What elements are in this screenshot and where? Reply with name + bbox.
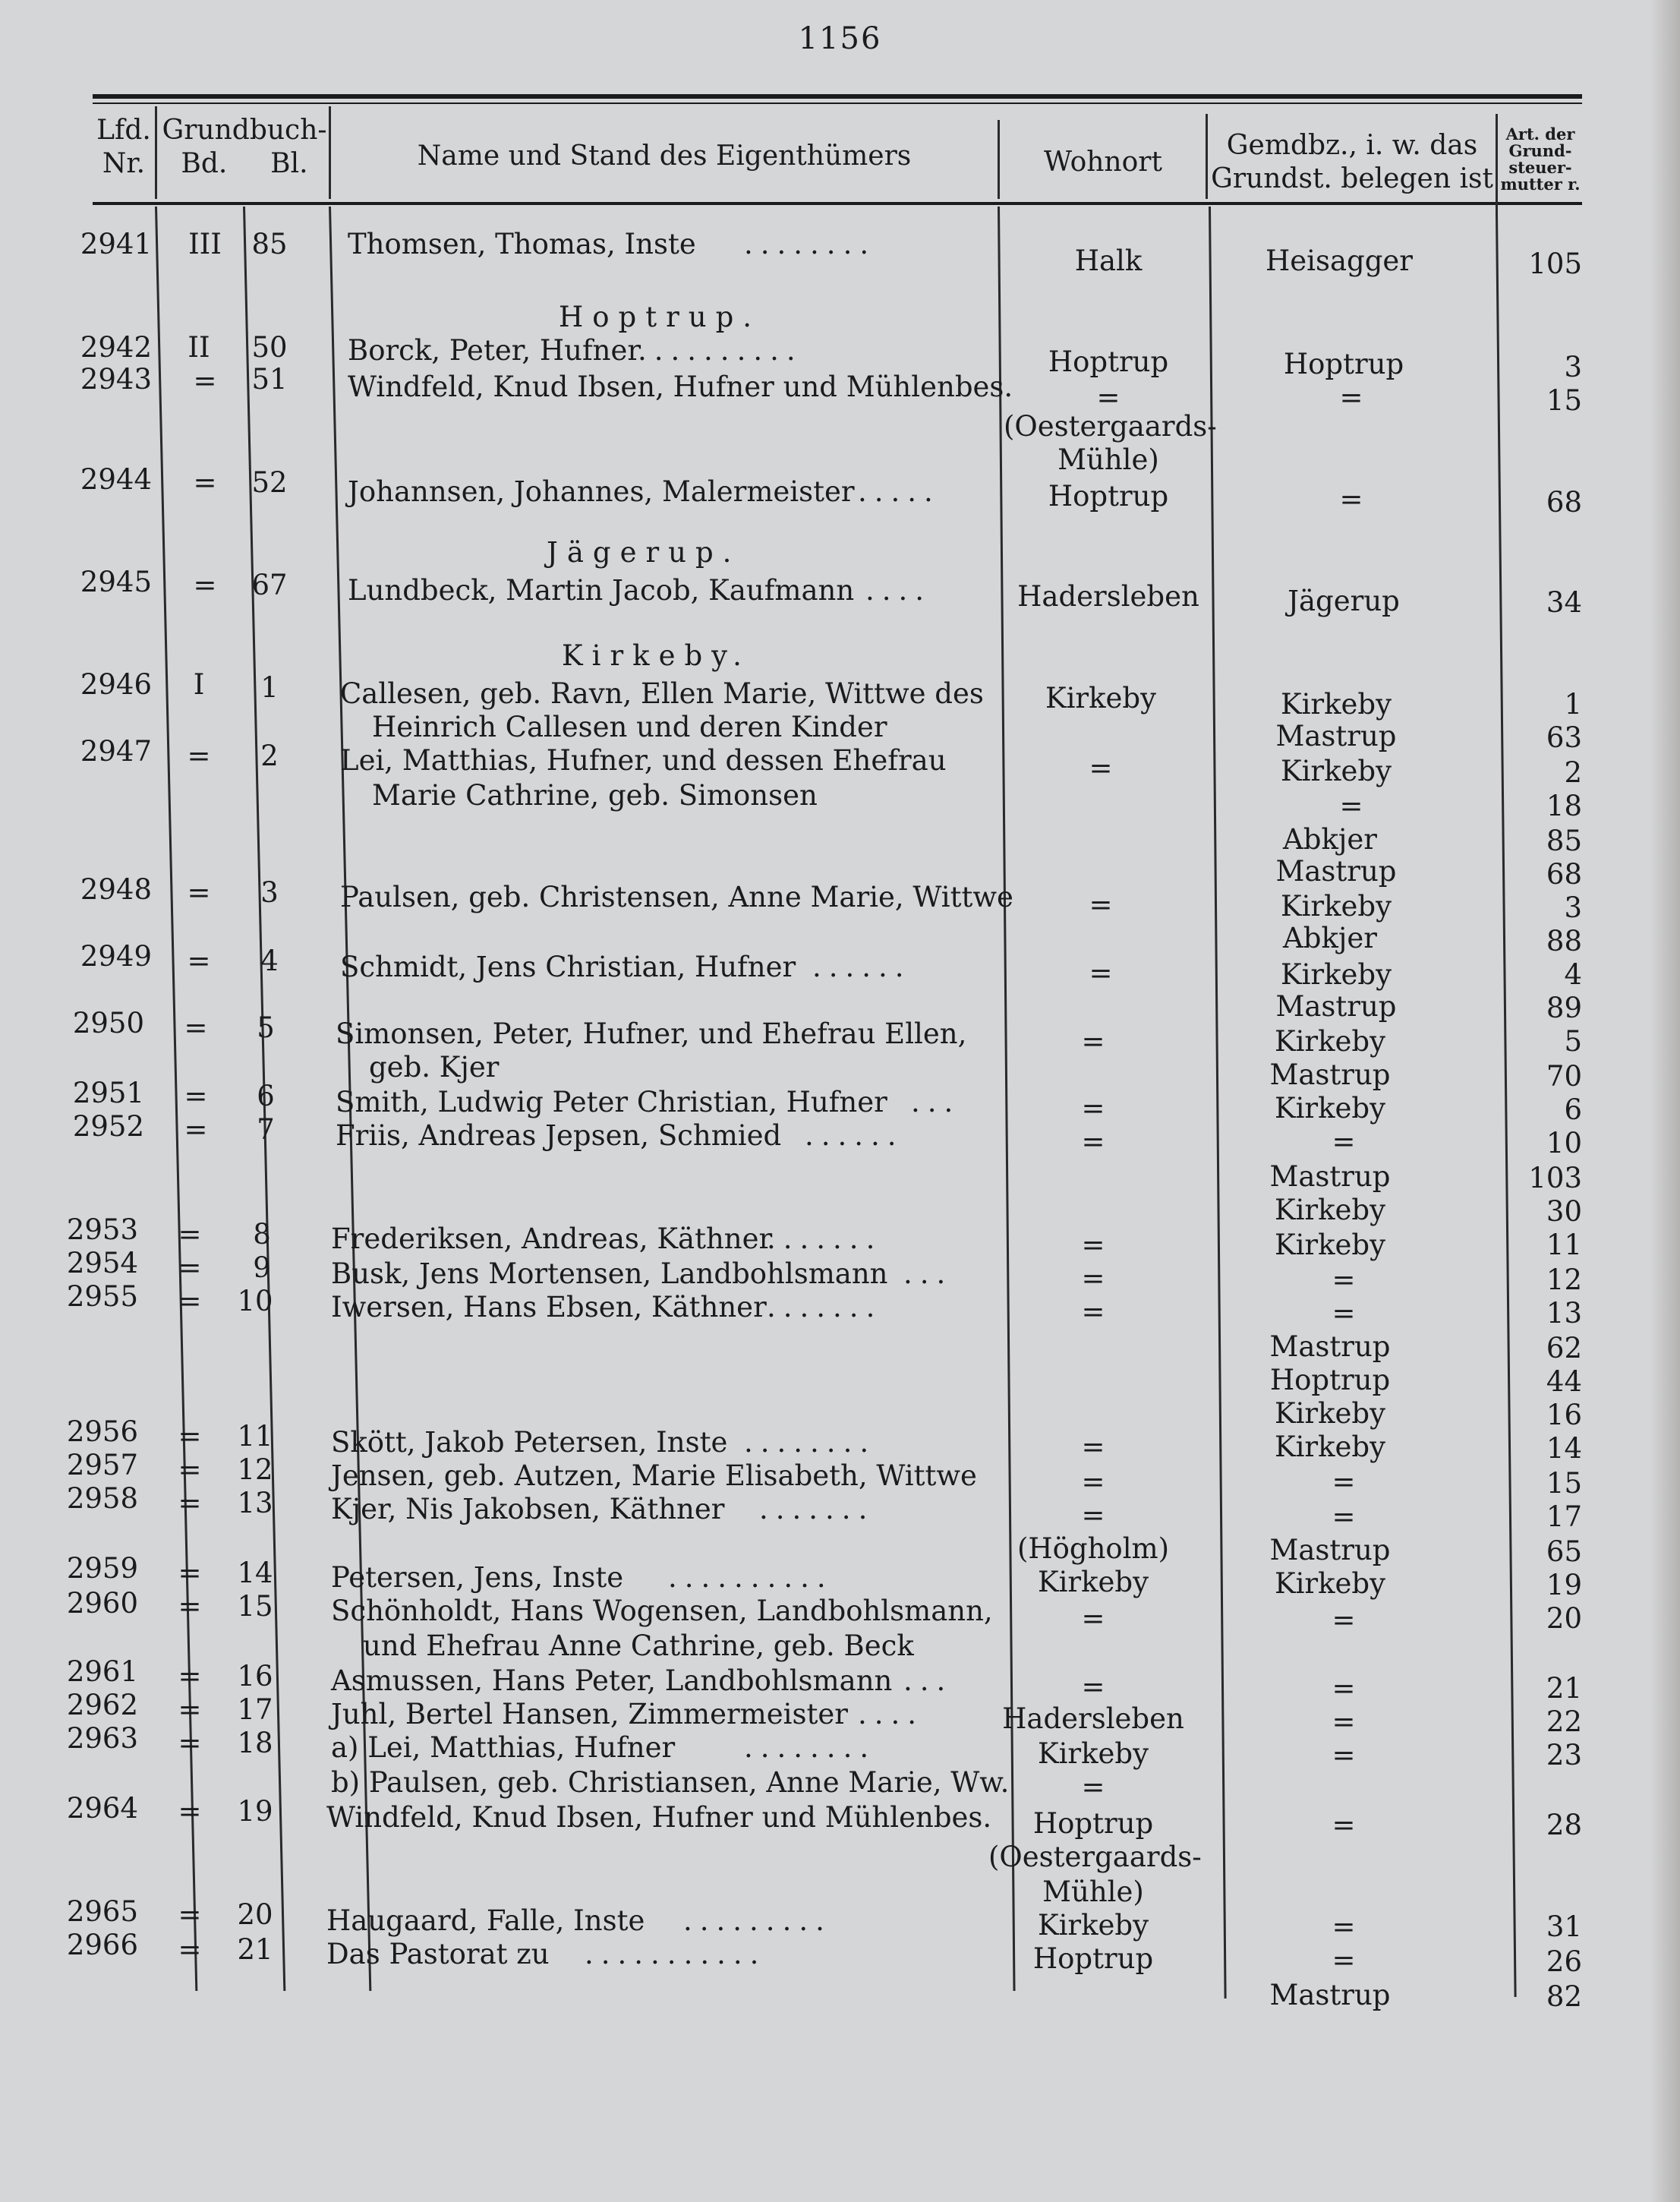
tax-article: 62 [1546, 1332, 1582, 1364]
header-lfd-line2: Nr. [102, 148, 146, 179]
parish-location: = [1339, 790, 1363, 822]
tax-article: 26 [1546, 1945, 1582, 1978]
band-volume: = [187, 945, 211, 977]
residence: Hoptrup [1032, 1807, 1154, 1840]
leader-dots: ... [903, 1664, 953, 1697]
tax-article: 18 [1546, 790, 1582, 822]
tax-article: 88 [1546, 925, 1582, 957]
leader-dots: ......... [683, 1904, 832, 1937]
leader-dots: ........ [744, 1731, 877, 1764]
band-volume: = [178, 1795, 202, 1828]
parish-location: Heisagger [1266, 244, 1413, 277]
owner-name: Smith, Ludwig Peter Christian, Hufner [336, 1086, 887, 1118]
sheet-number: 52 [251, 466, 288, 499]
header-gemeinde-line2: Grundst. belegen ist [1211, 163, 1493, 194]
header-lfd-line1: Lfd. [96, 115, 151, 146]
owner-name: Heinrich Callesen und deren Kinder [372, 711, 887, 743]
header-gemeinde-line1: Gemdbz., i. w. das [1226, 130, 1478, 161]
residence: = [1089, 888, 1113, 921]
entry-number: 2958 [66, 1482, 138, 1515]
section-jaegerup: Jägerup. [547, 536, 741, 569]
band-volume: = [178, 1420, 202, 1453]
band-volume: = [193, 466, 217, 499]
tax-article: 6 [1564, 1093, 1582, 1126]
parish-location: Kirkeby [1280, 688, 1392, 721]
sheet-number: 20 [237, 1898, 273, 1931]
entry-number: 2959 [66, 1552, 138, 1585]
parish-location: Mastrup [1269, 1330, 1391, 1363]
sheet-number: 3 [260, 876, 279, 909]
sheet-number: 14 [237, 1557, 273, 1589]
residence: (Högholm) [1017, 1532, 1170, 1565]
band-volume: III [188, 228, 222, 260]
parish-location: Hoptrup [1283, 348, 1404, 380]
parish-location: Mastrup [1275, 990, 1397, 1023]
residence: = [1081, 1465, 1105, 1498]
parish-location: = [1332, 1297, 1356, 1330]
tax-article: 3 [1564, 891, 1582, 924]
parish-location: Mastrup [1269, 1160, 1391, 1193]
residence: = [1081, 1025, 1105, 1058]
parish-location: = [1332, 1705, 1356, 1738]
band-volume: = [178, 1933, 202, 1966]
residence: Hoptrup [1048, 345, 1169, 378]
leader-dots: ........ [744, 228, 877, 260]
section-kirkeby: Kirkeby. [562, 639, 751, 672]
owner-name: Juhl, Bertel Hansen, Zimmermeister [331, 1698, 848, 1730]
band-volume: = [178, 1557, 202, 1589]
tax-article: 65 [1546, 1535, 1582, 1568]
leader-dots: .... [865, 574, 932, 607]
sheet-number: 17 [237, 1693, 273, 1726]
owner-name: geb. Kjer [369, 1051, 500, 1084]
col-line-gemeinde [1496, 213, 1517, 1997]
entry-number: 2944 [80, 463, 152, 496]
leader-dots: ....... [767, 1222, 883, 1255]
owner-name: Marie Cathrine, geb. Simonsen [372, 779, 818, 812]
tax-article: 11 [1546, 1229, 1582, 1261]
entry-number: 2943 [80, 363, 152, 396]
tax-article: 1 [1564, 688, 1582, 721]
band-volume: = [184, 1080, 208, 1112]
residence: = [1081, 1125, 1105, 1158]
sheet-number: 13 [237, 1487, 273, 1519]
parish-location: Kirkeby [1274, 1092, 1386, 1125]
sheet-number: 5 [257, 1011, 275, 1044]
residence: Mühle) [1042, 1875, 1144, 1908]
tax-article: 13 [1546, 1297, 1582, 1330]
parish-location: Abkjer [1283, 823, 1377, 856]
sheet-number: 11 [237, 1420, 273, 1453]
sheet-number: 85 [251, 228, 288, 260]
tax-article: 89 [1546, 992, 1582, 1024]
sheet-number: 9 [253, 1251, 271, 1284]
band-volume: = [193, 569, 217, 601]
tax-article: 20 [1546, 1602, 1582, 1635]
top-rule-thin [93, 103, 1582, 104]
leader-dots: ...... [805, 1119, 904, 1152]
page-number: 1156 [798, 21, 882, 56]
tax-article: 85 [1546, 825, 1582, 857]
owner-name: Windfeld, Knud Ibsen, Hufner und Mühlenbes. [348, 371, 1013, 403]
parish-location: Kirkeby [1274, 1567, 1386, 1600]
header-grundbuch-title: Grundbuch- [162, 115, 327, 146]
section-hoptrup: Hoptrup. [559, 301, 761, 333]
owner-name: Haugaard, Falle, Inste [326, 1904, 645, 1937]
entry-number: 2962 [66, 1689, 138, 1721]
header-name: Name und Stand des Eigenthümers [417, 140, 912, 172]
entry-number: 2951 [72, 1077, 144, 1109]
residence: = [1089, 752, 1113, 784]
band-volume: = [178, 1590, 202, 1623]
sheet-number: 51 [251, 363, 288, 396]
parish-location: Kirkeby [1274, 1229, 1386, 1261]
owner-name: Skött, Jakob Petersen, Inste [331, 1426, 728, 1459]
entry-number: 2947 [80, 735, 152, 768]
owner-name: Paulsen, geb. Christensen, Anne Marie, Wittwe [340, 881, 1013, 913]
entry-number: 2949 [80, 940, 152, 973]
leader-dots: .... [858, 1698, 925, 1730]
band-volume: = [178, 1251, 202, 1284]
parish-location: Kirkeby [1280, 958, 1392, 991]
residence: Kirkeby [1037, 1566, 1149, 1598]
owner-name: Kjer, Nis Jakobsen, Käthner [331, 1493, 725, 1525]
header-bd: Bd. [181, 148, 228, 179]
residence: = [1081, 1602, 1105, 1635]
residence: (Oestergaards- [988, 1841, 1202, 1873]
residence: = [1081, 1262, 1105, 1295]
entry-number: 2954 [66, 1247, 138, 1279]
residence: Kirkeby [1045, 682, 1157, 715]
parish-location: Kirkeby [1274, 1431, 1386, 1463]
header-bottom-rule [93, 202, 1582, 205]
sheet-number: 10 [237, 1285, 273, 1317]
tax-article: 5 [1564, 1025, 1582, 1058]
leader-dots: ........... [585, 1938, 767, 1970]
owner-name: Borck, Peter, Hufner [348, 334, 641, 367]
residence: = [1096, 381, 1121, 414]
residence: (Oestergaards- [1004, 410, 1217, 443]
residence: Halk [1074, 244, 1143, 277]
residence: Hoptrup [1032, 1942, 1154, 1975]
sheet-number: 16 [237, 1660, 273, 1693]
entry-number: 2964 [66, 1792, 138, 1825]
residence: = [1081, 1092, 1105, 1125]
entry-number: 2961 [66, 1655, 138, 1688]
tax-article: 4 [1564, 958, 1582, 991]
residence: = [1081, 1431, 1105, 1463]
tax-article: 22 [1546, 1705, 1582, 1738]
owner-name: Friis, Andreas Jepsen, Schmied [336, 1119, 782, 1152]
residence: Hadersleben [1017, 580, 1199, 613]
band-volume: = [184, 1113, 208, 1146]
tax-article: 70 [1546, 1060, 1582, 1093]
residence: = [1089, 957, 1113, 989]
tax-article: 2 [1564, 756, 1582, 789]
sheet-number: 50 [251, 331, 288, 364]
leader-dots: ....... [759, 1493, 875, 1525]
entry-number: 2966 [66, 1929, 138, 1961]
parish-location: = [1332, 1944, 1356, 1976]
header-gemeinde [1209, 129, 1496, 196]
parish-location: = [1332, 1809, 1356, 1841]
entry-number: 2950 [72, 1007, 144, 1039]
band-volume: = [178, 1487, 202, 1519]
header-artikel-line2: Grund- [1508, 141, 1572, 160]
parish-location: Kirkeby [1274, 1397, 1386, 1430]
band-volume: = [178, 1453, 202, 1486]
tax-article: 15 [1546, 384, 1582, 417]
parish-location: = [1339, 381, 1363, 414]
header-artikel-line4: mutter r. [1500, 175, 1581, 194]
parish-location: Kirkeby [1280, 890, 1392, 923]
owner-name: Johannsen, Johannes, Malermeister [348, 475, 855, 508]
owner-name: Callesen, geb. Ravn, Ellen Marie, Wittwe des [340, 677, 984, 710]
header-grundbuch-sub [159, 147, 329, 181]
owner-name: Simonsen, Peter, Hufner, und Ehefrau Ellen, [336, 1017, 967, 1050]
leader-dots: ........ [744, 1426, 877, 1459]
tax-article: 68 [1546, 486, 1582, 519]
tax-article: 34 [1546, 586, 1582, 619]
parish-location: = [1332, 1739, 1356, 1771]
residence: Mühle) [1057, 443, 1159, 476]
sheet-number: 12 [237, 1453, 273, 1486]
sheet-number: 18 [237, 1727, 273, 1759]
owner-name: Frederiksen, Andreas, Käthner [331, 1222, 773, 1255]
sheet-number: 6 [257, 1080, 275, 1112]
parish-location: Mastrup [1269, 1058, 1391, 1091]
entry-number: 2948 [80, 873, 152, 906]
sheet-number: 2 [260, 740, 279, 772]
header-artikel [1499, 126, 1582, 193]
residence: Hoptrup [1048, 480, 1169, 513]
sheet-number: 8 [253, 1218, 271, 1251]
owner-name: b) Paulsen, geb. Christiansen, Anne Marie, Ww. [331, 1766, 1010, 1799]
band-volume: = [193, 364, 217, 397]
sheet-number: 21 [237, 1933, 273, 1966]
parish-location: Mastrup [1275, 720, 1397, 752]
owner-name: Lundbeck, Martin Jacob, Kaufmann [348, 574, 855, 607]
residence: = [1081, 1229, 1105, 1261]
tax-article: 28 [1546, 1809, 1582, 1841]
header-artikel-line1: Art. der [1505, 125, 1575, 144]
entry-number: 2956 [66, 1415, 138, 1448]
band-volume: = [178, 1693, 202, 1726]
entry-number: 2955 [66, 1280, 138, 1313]
band-volume: = [178, 1727, 202, 1759]
tax-article: 31 [1546, 1910, 1582, 1943]
entry-number: 2960 [66, 1587, 138, 1620]
tax-article: 68 [1546, 858, 1582, 891]
header-wohnort: Wohnort [1044, 147, 1162, 178]
tax-article: 17 [1546, 1500, 1582, 1533]
header-divider-name [998, 120, 1000, 199]
sheet-number: 67 [251, 569, 288, 601]
tax-article: 16 [1546, 1399, 1582, 1431]
tax-article: 10 [1546, 1127, 1582, 1159]
owner-name: Schmidt, Jens Christian, Hufner [340, 951, 796, 983]
tax-article: 105 [1528, 248, 1582, 280]
owner-name: Iwersen, Hans Ebsen, Käthner [331, 1291, 767, 1323]
parish-location: Kirkeby [1274, 1194, 1386, 1226]
owner-name: Petersen, Jens, Inste [331, 1561, 624, 1594]
parish-location: = [1332, 1263, 1356, 1296]
band-volume: = [178, 1898, 202, 1931]
band-volume: I [193, 668, 205, 701]
tax-article: 3 [1564, 351, 1582, 383]
entry-number: 2945 [80, 566, 152, 598]
leader-dots: .......... [638, 334, 803, 367]
entry-number: 2953 [66, 1213, 138, 1246]
tax-article: 14 [1546, 1432, 1582, 1465]
header-bl: Bl. [270, 148, 308, 179]
owner-name: a) Lei, Matthias, Hufner [331, 1731, 676, 1764]
tax-article: 23 [1546, 1739, 1582, 1771]
residence: = [1081, 1499, 1105, 1532]
leader-dots: ....... [767, 1291, 883, 1323]
tax-article: 19 [1546, 1569, 1582, 1601]
header-divider-gemeinde [1496, 114, 1498, 213]
top-rule-thick [93, 94, 1582, 99]
header-grundbuch [159, 114, 329, 181]
owner-name: Busk, Jens Mortensen, Landbohlsmann [331, 1257, 888, 1290]
tax-article: 21 [1546, 1672, 1582, 1705]
entry-number: 2942 [80, 331, 152, 364]
leader-dots: ... [903, 1257, 953, 1290]
parish-location: = [1332, 1500, 1356, 1533]
parish-location: Jägerup [1288, 585, 1400, 617]
header-divider-nr [155, 106, 157, 199]
residence: Kirkeby [1037, 1737, 1149, 1770]
sheet-number: 4 [260, 945, 279, 977]
owner-name: Windfeld, Knud Ibsen, Hufner und Mühlenbes. [326, 1801, 992, 1834]
leader-dots: ...... [812, 951, 912, 983]
owner-name: Jensen, geb. Autzen, Marie Elisabeth, Wittwe [331, 1459, 977, 1492]
sheet-number: 1 [260, 671, 279, 704]
tax-article: 82 [1546, 1980, 1582, 2013]
entry-number: 2957 [66, 1449, 138, 1481]
entry-number: 2946 [80, 668, 152, 701]
entry-number: 2952 [72, 1110, 144, 1143]
parish-location: Mastrup [1269, 1979, 1391, 2011]
band-volume: = [178, 1285, 202, 1317]
parish-location: Hoptrup [1269, 1364, 1391, 1396]
band-volume: = [178, 1218, 202, 1251]
sheet-number: 15 [237, 1590, 273, 1623]
parish-location: = [1332, 1672, 1356, 1705]
owner-name: und Ehefrau Anne Cathrine, geb. Beck [363, 1629, 914, 1662]
parish-location: = [1332, 1125, 1356, 1158]
tax-article: 44 [1546, 1365, 1582, 1398]
tax-article: 12 [1546, 1263, 1582, 1296]
sheet-number: 7 [257, 1113, 275, 1146]
sheet-number: 19 [237, 1795, 273, 1828]
residence: = [1081, 1670, 1105, 1703]
residence: Hadersleben [1002, 1702, 1184, 1735]
header-lfd-nr [93, 114, 155, 181]
entry-number: 2941 [80, 228, 152, 260]
parish-location: = [1339, 483, 1363, 516]
parish-location: = [1332, 1910, 1356, 1943]
band-volume: = [187, 740, 211, 772]
owner-name: Lei, Matthias, Hufner, und dessen Ehefrau [340, 744, 947, 777]
entry-number: 2965 [66, 1895, 138, 1928]
band-volume: = [178, 1660, 202, 1693]
parish-location: Mastrup [1275, 855, 1397, 888]
tax-article: 15 [1546, 1467, 1582, 1500]
parish-location: Kirkeby [1280, 755, 1392, 787]
header-artikel-line3: steuer- [1508, 158, 1572, 177]
entry-number: 2963 [66, 1722, 138, 1755]
residence: = [1081, 1771, 1105, 1803]
band-volume: = [184, 1011, 208, 1044]
parish-location: Abkjer [1283, 922, 1377, 954]
owner-name: Schönholdt, Hans Wogensen, Landbohlsmann, [331, 1595, 993, 1627]
page-edge-shadow [1650, 0, 1680, 2202]
leader-dots: ..... [858, 475, 941, 508]
owner-name: Thomsen, Thomas, Inste [348, 228, 696, 260]
header-divider-wohnort [1206, 114, 1208, 199]
parish-location: = [1332, 1604, 1356, 1636]
band-volume: = [187, 876, 211, 909]
band-volume: II [188, 331, 210, 364]
owner-name: Das Pastorat zu [326, 1938, 550, 1970]
parish-location: Mastrup [1269, 1534, 1391, 1566]
parish-location: = [1332, 1465, 1356, 1498]
parish-location: Kirkeby [1274, 1025, 1386, 1058]
tax-article: 30 [1546, 1195, 1582, 1228]
leader-dots: ... [911, 1086, 961, 1118]
residence: Kirkeby [1037, 1909, 1149, 1942]
tax-article: 63 [1546, 721, 1582, 754]
residence: = [1081, 1295, 1105, 1328]
leader-dots: .......... [668, 1561, 834, 1594]
tax-article: 103 [1528, 1162, 1582, 1194]
owner-name: Asmussen, Hans Peter, Landbohlsmann [331, 1664, 893, 1697]
